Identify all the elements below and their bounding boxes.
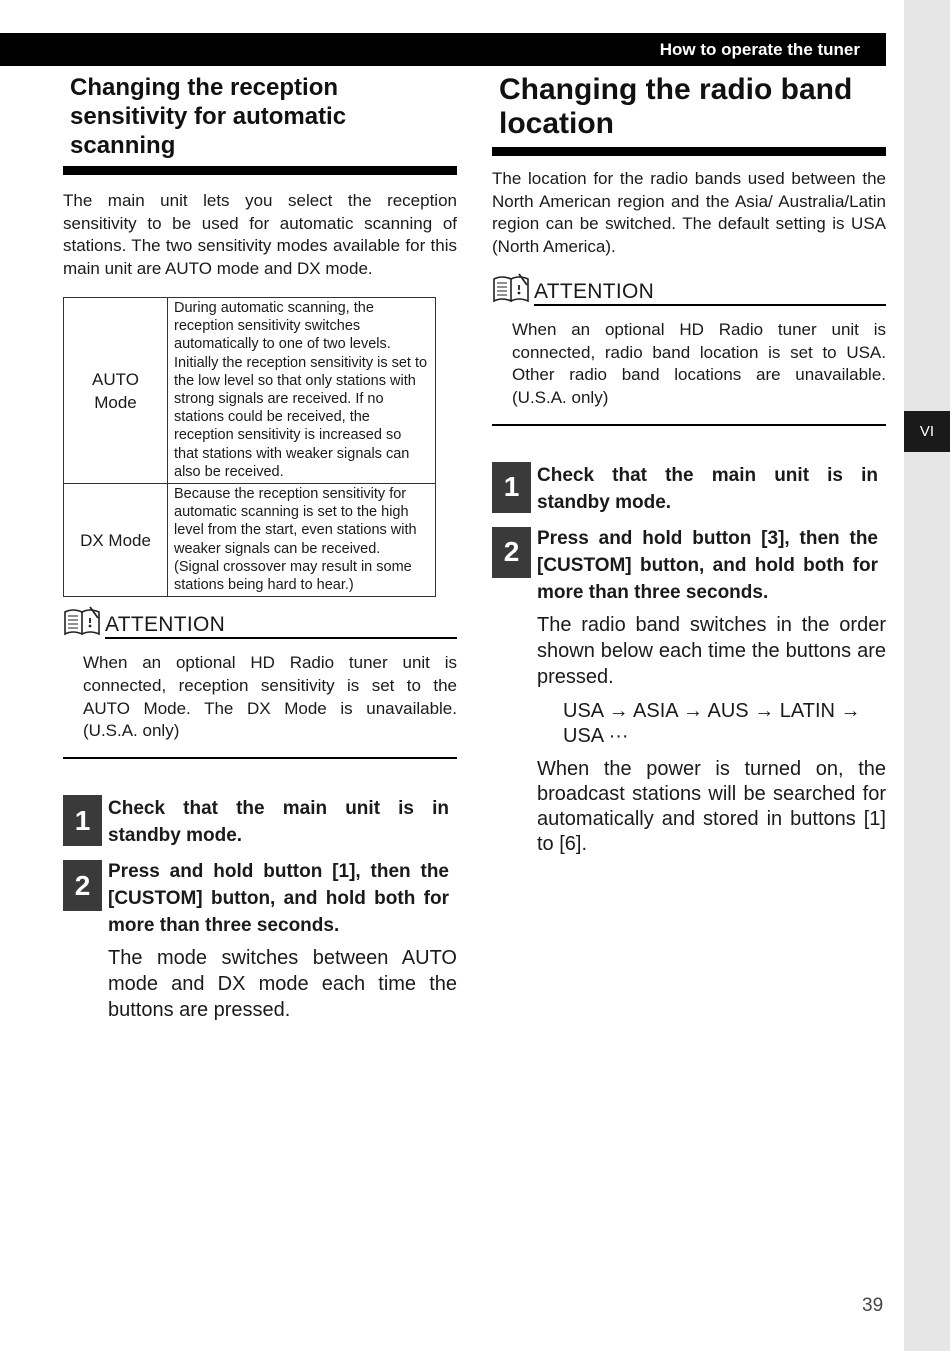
step-description: The mode switches between AUTO mode and DX mode each time the buttons are pressed. [108, 947, 457, 1022]
attention-body: When an optional HD Radio tuner unit is connected, reception sensitivity is set to the AUTO Mode. The DX Mode is unavailable. (U.S.A. only) [83, 653, 457, 741]
attention-header [63, 609, 457, 639]
sequence-line: USA → ASIA → AUS → LATIN → [563, 699, 861, 722]
power-on-note: When the power is turned on, the broadcast stations will be searched for automatically and stored in buttons [1] to [6]. [537, 757, 886, 855]
mode-description: During automatic scanning, the reception sensitivity switches automatically to one of two levels. Initially the reception sensitivity is set to the low level so that only stations with strong signals are received. If no stations could be received, the reception sensitivity is increased so that stations with weaker signals can also be received. [168, 298, 436, 484]
table-row [64, 484, 436, 597]
mode-label: Mode [94, 392, 137, 412]
side-index-tab [904, 0, 950, 1351]
step-instruction: Check that the main unit is in standby mode. [537, 464, 878, 513]
mode-description: Because the reception sensitivity for automatic scanning is set to the high level from the start, even stations with weaker signals can be received. (Signal crossover may result in some stations being hard to hear.) [168, 484, 436, 597]
step-number-badge: 1 [492, 462, 531, 513]
attention-title: ATTENTION [105, 613, 457, 639]
right-column [492, 70, 886, 857]
attention-box [63, 609, 457, 743]
step-1 [63, 795, 457, 849]
step-1 [492, 462, 886, 516]
attention-body: When an optional HD Radio tuner unit is connected, radio band location is set to USA. Other radio band locations are unavailable. (U.S.A. only) [512, 320, 886, 408]
step-instruction: Press and hold button [1], then the [CUSTOM] button, and hold both for more than three seconds. [108, 861, 449, 937]
step-number-badge: 2 [63, 860, 102, 911]
left-column [63, 70, 457, 1023]
step-description: The radio band switches in the order shown below each time the buttons are pressed. [537, 613, 886, 688]
attention-box [492, 276, 886, 410]
book-note-icon [492, 270, 532, 306]
attention-header [492, 276, 886, 306]
section-title: Changing the radio band location [499, 73, 853, 140]
attention-end-rule [63, 757, 457, 759]
mode-cell [64, 298, 168, 484]
mode-label: AUTO [92, 369, 139, 389]
attention-title: ATTENTION [534, 280, 886, 306]
header-title: How to operate the tuner [659, 39, 860, 59]
step-2 [492, 525, 886, 857]
page-number: 39 [862, 1295, 884, 1316]
step-number-badge: 2 [492, 527, 531, 578]
chapter-marker [904, 411, 950, 452]
mode-label: DX Mode [80, 530, 151, 550]
band-sequence [537, 699, 886, 749]
chapter-label: VI [919, 423, 935, 440]
sequence-line: USA ··· [563, 724, 629, 747]
book-note-icon [63, 603, 103, 639]
step-instruction: Check that the main unit is in standby mode. [108, 798, 449, 847]
section-title: Changing the reception sensitivity for automatic scanning [70, 74, 347, 159]
intro-paragraph: The main unit lets you select the reception sensitivity to be used for automatic scanning of stations. The two sensitivity modes available for this main unit are AUTO mode and DX mode. [63, 191, 457, 278]
title-rule [492, 147, 886, 156]
step-2 [63, 858, 457, 1023]
mode-cell [64, 484, 168, 597]
header-bar [0, 33, 886, 66]
title-rule [63, 166, 457, 175]
step-instruction: Press and hold button [3], then the [CUSTOM] button, and hold both for more than three seconds. [537, 527, 878, 603]
intro-paragraph: The location for the radio bands used between the North American region and the Asia/ Australia/Latin region can be switched. The default setting is USA (North America). [492, 169, 886, 256]
sensitivity-table [63, 297, 436, 597]
table-row [64, 298, 436, 484]
attention-end-rule [492, 424, 886, 426]
step-number-badge: 1 [63, 795, 102, 846]
